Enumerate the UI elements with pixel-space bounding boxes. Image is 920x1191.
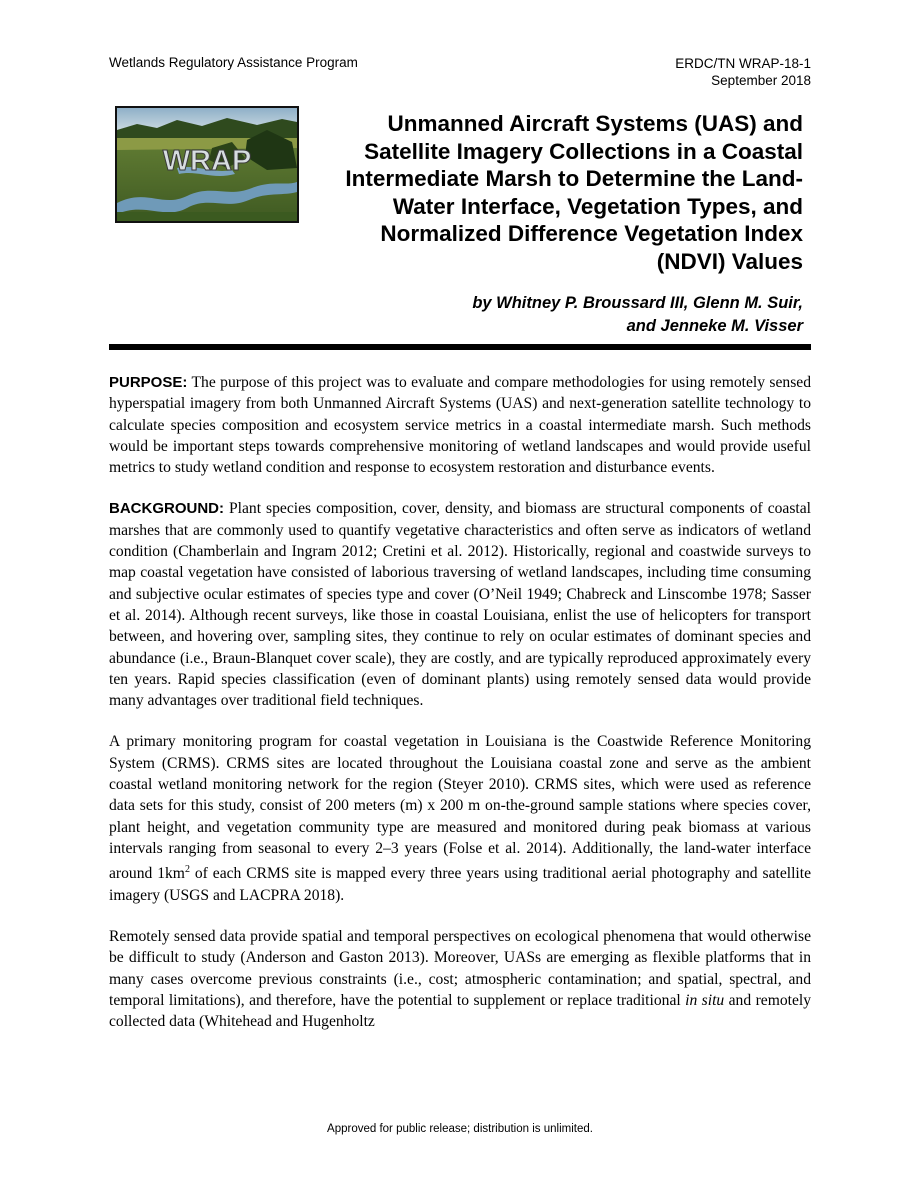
paragraph-text: A primary monitoring program for coastal vegetation in Louisiana is the Coastwide Reference Monitoring System (CRMS). CRMS sites are located throughout the Louisiana coastal zone and serve as the ambient coastal wetland monitoring network for the region (Steyer 2010). CRMS sites, which were used as reference data sets for this study, consist of 200 meters (m) x 200 m on-the-ground sample stations where species cover, plant height, and vegetation community type are measured and monitored during peak biomass at various intervals ranging from seasonal to every 2–3 years (Folse et al. 2014). Additionally, the land-water interface around 1km [109,733,811,883]
background-paragraph [109,498,811,711]
document-body [109,372,811,1053]
distribution-statement: Approved for public release; distribution is unlimited. [327,1123,593,1135]
authors-line: by Whitney P. Broussard III, Glenn M. Suir, [472,294,803,312]
title-line: (NDVI) Values [656,248,803,274]
superscript: 2 [184,864,190,876]
title-line: Satellite Imagery Collections in a Coastal [364,138,803,164]
italic-term: in situ [685,991,725,1009]
paragraph-text: and remotely collected data (Whitehead and Hugenholtz [109,991,811,1031]
header-report-info [675,55,811,89]
header-program-name: Wetlands Regulatory Assistance Program [109,55,358,70]
title-line: Normalized Difference Vegetation Index [380,221,803,246]
title-line: Unmanned Aircraft Systems (UAS) and [387,111,803,136]
authors [283,292,803,338]
purpose-paragraph [109,372,811,478]
report-date: September 2018 [711,73,811,88]
wrap-logo [115,106,299,223]
background-text: Plant species composition, cover, density, and biomass are structural components of coastal marshes that are commonly used to quantify vegetative characteristics and often serve as indicators of wetland condition (Chamberlain and Ingram 2012; Cretini et al. 2012). Historically, regional and coastwide surveys to map coastal vegetation have consisted of laborious traversing of wetland landscapes, including time consuming and subjective ocular estimates of species type and cover (O’Neil 1949; Chabreck and Linscombe 1978; Sasser et al. 2014). Although recent surveys, like those in coastal Louisiana, enlist the use of helicopters for transport between, and hovering over, sampling sites, they continue to rely on ocular estimates of dominant species and abundance (i.e., Braun-Blanquet cover scale), they are costly, and are typically reproduced approximately every ten years. Rapid species classification (even of dominant plants) using remotely sensed data would provide many advantages over traditional field techniques. [109,500,811,710]
paragraph-text: Remotely sensed data provide spatial and temporal perspectives on ecological phenomena that would otherwise be difficult to study (Anderson and Gaston 2013). Moreover, UASs are emerging as flexible platforms that in many cases overcome previous constraints (i.e., cost; atmospheric contamination; and spatial, spectral, and temporal limitations), and therefore, have the potential to supplement or replace traditional [109,928,811,1009]
background-label: BACKGROUND: [109,500,224,518]
title-line: Water Interface, Vegetation Types, and [392,193,803,219]
purpose-text: The purpose of this project was to evaluate and compare methodologies for using remotely sensed hyperspatial imagery from both Unmanned Aircraft Systems (UAS) and next-generation satellite technology to calculate species composition and ecosystem service metrics in a coastal intermediate marsh. Such methods would be important steps towards comprehensive monitoring of wetland landscapes and would provide useful metrics to study wetland condition and response to ecosystem restoration and disturbance events. [109,374,811,477]
title-divider [109,344,811,350]
title-line: Intermediate Marsh to Determine the Land- [345,166,803,191]
document-title [283,110,803,275]
report-number: ERDC/TN WRAP-18-1 [675,56,811,71]
crms-paragraph [109,731,811,906]
authors-line: and Jenneke M. Visser [626,317,803,335]
logo-text: WRAP [162,145,252,177]
purpose-label: PURPOSE: [109,374,188,391]
paragraph-text: of each CRMS site is mapped every three years using traditional aerial photography and satellite imagery (USGS and LACPRA 2018). [109,865,811,904]
remote-sensing-paragraph [109,926,811,1032]
